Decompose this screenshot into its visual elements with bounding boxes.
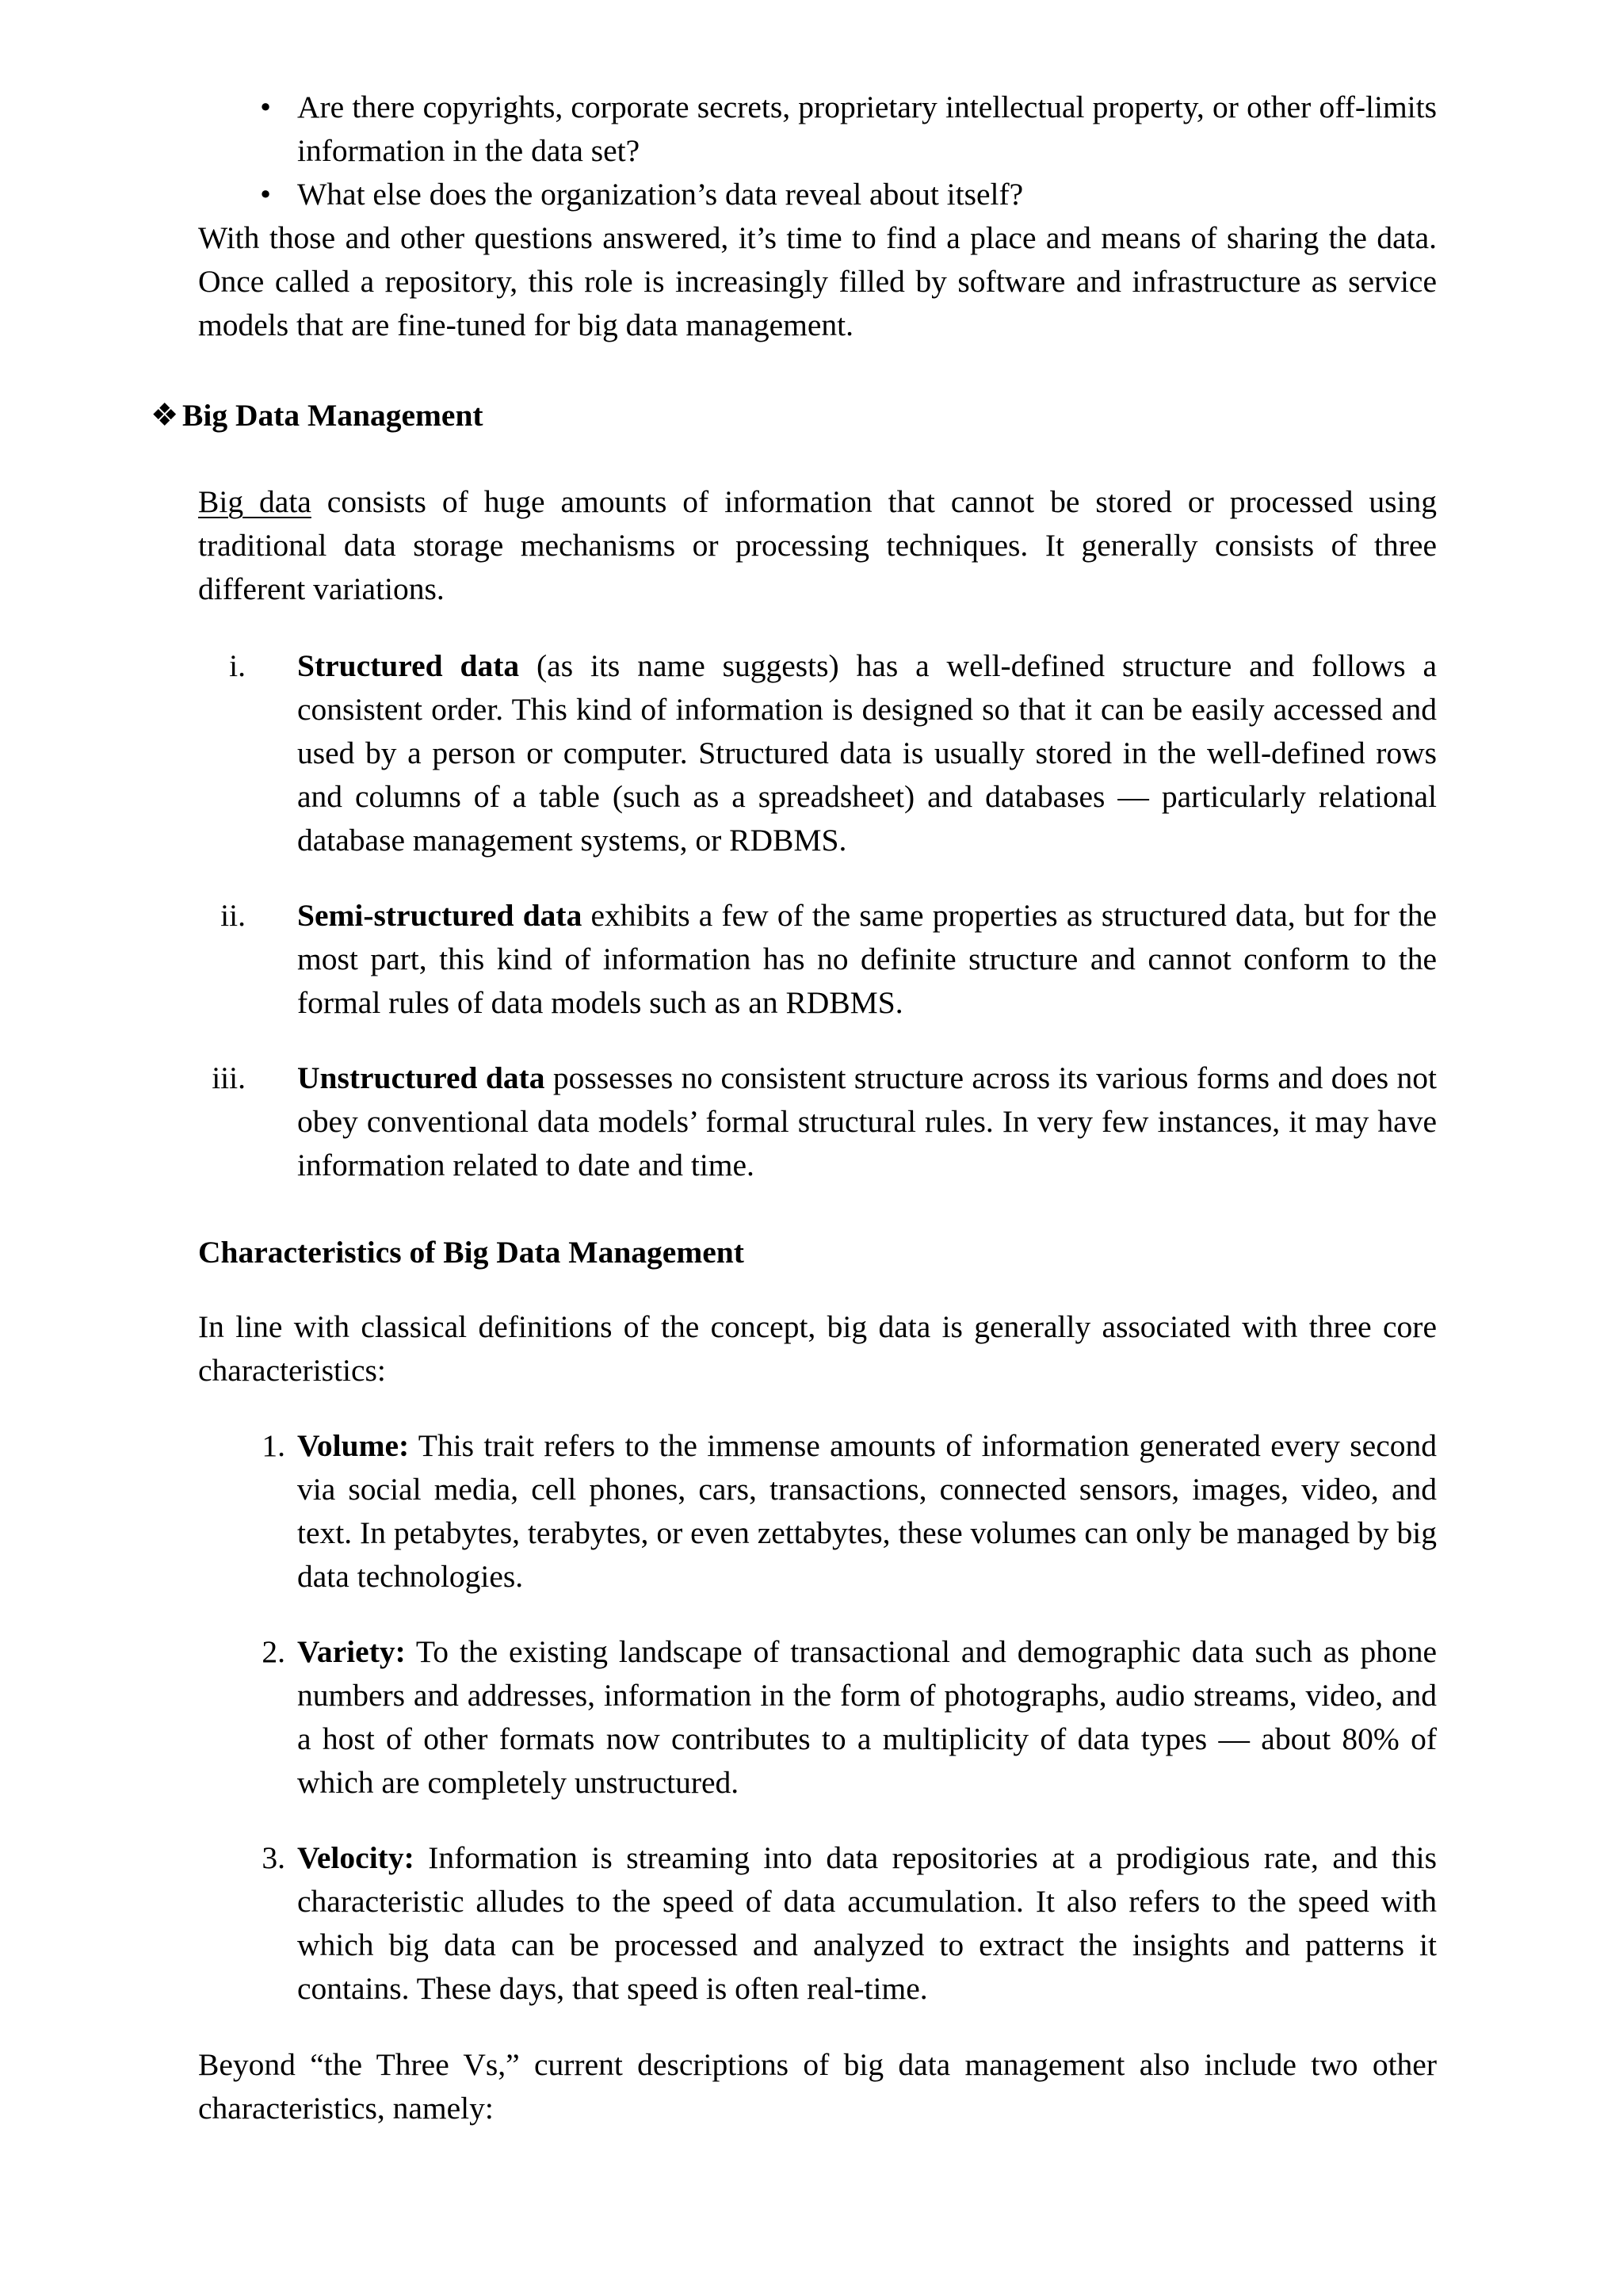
characteristic-text: To the existing landscape of transactional and demographic data such as phone numbers and addresses, information in the form of photographs, audio streams, video, and a host of other formats now contributes to a multiplicity of data types — about 80% of which are completely unstructured. [297,1634,1437,1800]
variation-text: exhibits a few of the same properties as structured data, but for the most part, this kind of information has no definite structure and cannot conform to the formal rules of data models such as an RDBMS. [297,898,1437,1020]
characteristic-text: This trait refers to the immense amounts of information generated every second via social media, cell phones, cars, transactions, connected sensors, images, video, and text. In petabytes, terabytes, or even zettabytes, these volumes can only be managed by big data technologies. [297,1428,1437,1594]
characteristic-text: Information is streaming into data repositories at a prodigious rate, and this characteristic alludes to the speed of data accumulation. It also refers to the speed with which big data can be processed and analyzed to extract the insights and patterns it contains. These days, that speed is often real-time. [297,1840,1437,2006]
characteristic-term: Volume: [297,1428,410,1463]
variation-item [198,644,1437,862]
variation-term: Unstructured data [297,1060,545,1095]
bullet-text: Are there copyrights, corporate secrets, proprietary intellectual property, or other off-limits information in the data set? [297,90,1437,168]
variation-item [198,1056,1437,1187]
characteristic-item [198,1630,1437,1805]
bullet-icon: • [260,177,271,212]
section-heading [151,394,483,437]
variation-text: possesses no consistent structure across its various forms and does not obey conventional data models’ formal structural rules. In very few instances, it may have information related to date and time. [297,1060,1437,1182]
characteristic-item [198,1836,1437,2011]
characteristics-intro: In line with classical definitions of the concept, big data is generally associated with three core characteristics: [198,1309,1437,1388]
big-data-text: consists of huge amounts of information that cannot be stored or processed using traditional data storage mechanisms or processing techniques. It generally consists of three different variations. [198,484,1437,606]
list-marker: i. [229,648,246,683]
characteristic-item [198,1424,1437,1599]
bullet-text: What else does the organization’s data reveal about itself? [297,177,1024,212]
list-marker: 1. [262,1428,285,1463]
variation-item [198,894,1437,1025]
variation-text: (as its name suggests) has a well-defined structure and follows a consistent order. This kind of information is designed so that it can be easily accessed and used by a person or computer. Structured data is usually stored in the well-defined rows and columns of a table (such as a spreadsheet) and databases — particularly relational database management systems, or RDBMS. [297,648,1437,858]
list-marker: iii. [212,1060,246,1095]
big-data-link[interactable]: Big data [198,484,311,519]
list-marker: 3. [262,1840,285,1875]
variation-term: Semi-structured data [297,898,582,933]
list-marker: ii. [220,898,246,933]
characteristic-term: Velocity: [297,1840,414,1875]
list-marker: 2. [262,1634,285,1669]
bullet-list [198,86,1437,216]
big-data-paragraph [198,480,1437,611]
characteristic-term: Variety: [297,1634,406,1669]
list-item [198,86,1437,173]
list-item [198,173,1437,216]
closing-paragraph: Beyond “the Three Vs,” current descriptions of big data management also include two other characteristics, namely: [198,2047,1437,2126]
section-title: Big Data Management [182,398,483,433]
intro-paragraph: With those and other questions answered, it’s time to find a place and means of sharing the data. Once called a repository, this role is increasingly filled by software and infrastructure as service models that are fine-tuned for big data management. [198,220,1437,342]
bullet-icon: • [260,90,271,124]
diamond-bullet-icon: ❖ [151,398,179,433]
characteristics-heading: Characteristics of Big Data Management [198,1235,744,1270]
variation-term: Structured data [297,648,520,683]
